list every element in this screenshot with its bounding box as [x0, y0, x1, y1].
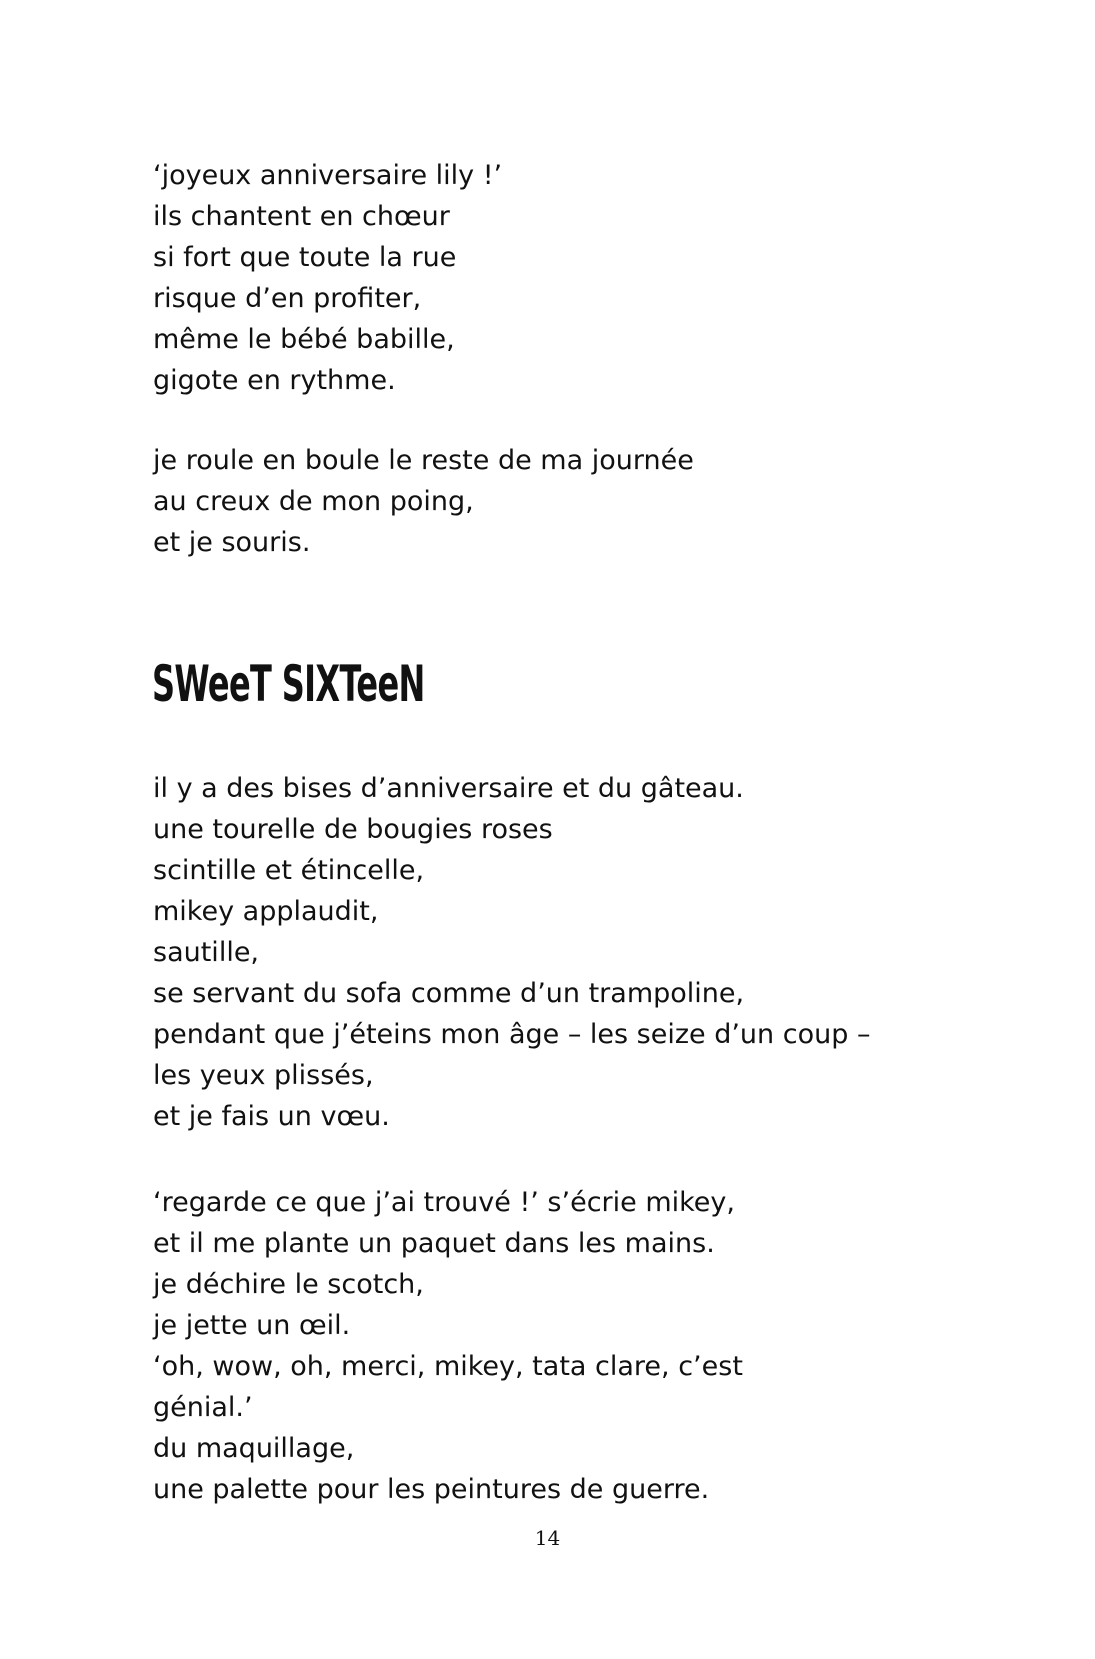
poem-line: génial.’ [153, 1392, 253, 1423]
poem-line: risque d’en profiter, [153, 283, 422, 314]
stanza-end-of-day [153, 440, 973, 563]
poem-line: je roule en boule le reste de ma journée [153, 445, 694, 476]
poem-line: ils chantent en chœur [153, 201, 450, 232]
poem-line: ‘regarde ce que j’ai trouvé !’ s’écrie mikey, [153, 1187, 735, 1218]
poem-line: ‘oh, wow, oh, merci, mikey, tata clare, c’est [153, 1351, 743, 1382]
poem-line: et je souris. [153, 527, 311, 558]
poem-line: et il me plante un paquet dans les mains. [153, 1228, 715, 1259]
poem-line: du maquillage, [153, 1433, 355, 1464]
stanza-birthday-song [153, 155, 973, 401]
poem-line: je déchire le scotch, [153, 1269, 424, 1300]
poem-line: pendant que j’éteins mon âge – les seize d’un coup – [153, 1019, 871, 1050]
poem-line: au creux de mon poing, [153, 486, 474, 517]
poem-line: même le bébé babille, [153, 324, 455, 355]
poem-line: mikey applaudit, [153, 896, 379, 927]
page-number: 14 [534, 1526, 561, 1550]
poem-line: ‘joyeux anniversaire lily !’ [153, 160, 503, 191]
poem-line: une palette pour les peintures de guerre. [153, 1474, 710, 1505]
poem-line: scintille et étincelle, [153, 855, 425, 886]
poem-line: se servant du sofa comme d’un trampoline, [153, 978, 745, 1009]
poem-line: et je fais un vœu. [153, 1101, 390, 1132]
poem-line: il y a des bises d’anniversaire et du gâteau. [153, 773, 744, 804]
poem-line: les yeux plissés, [153, 1060, 374, 1091]
poem-line: je jette un œil. [153, 1310, 351, 1341]
stanza-present [153, 1182, 973, 1510]
stanza-cake-and-candles [153, 768, 973, 1137]
section-title: SWeeT SIXTeeN [152, 655, 425, 713]
poem-line: gigote en rythme. [153, 365, 396, 396]
poem-line: si fort que toute la rue [153, 242, 457, 273]
poem-line: une tourelle de bougies roses [153, 814, 553, 845]
poem-line: sautille, [153, 937, 260, 968]
